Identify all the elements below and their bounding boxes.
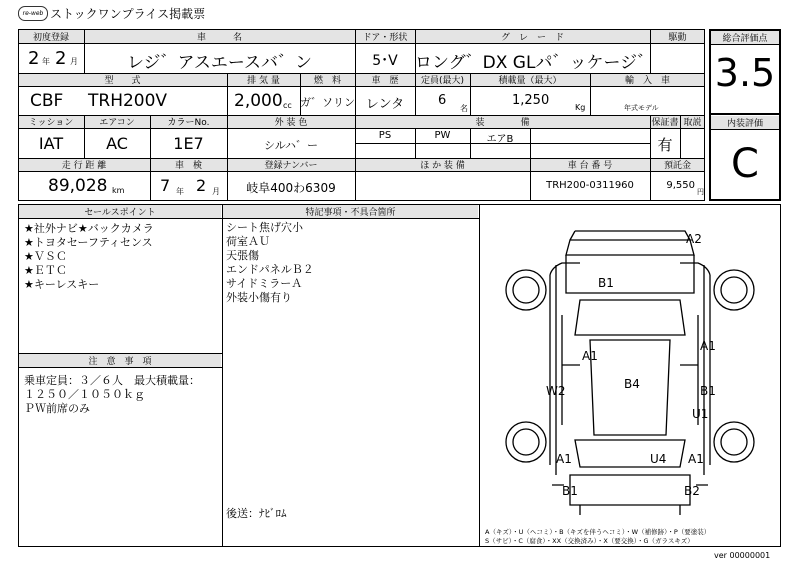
load: 1,250 [512,93,550,108]
label-overall-rating: 総合評価点 [722,34,768,44]
history: レンタ [365,97,405,112]
label-drive: 駆動 [668,33,687,43]
year-model-label: 年式モデル [624,104,659,112]
list-item: ★ＥＴＣ [24,264,67,277]
page-title: ストックワンプライス掲載票 [50,7,206,21]
label-history: 車 歴 [371,76,399,86]
mission: IAT [38,134,64,153]
legend-line-1: A（キズ）・U（ヘコミ）・B（キズを伴うヘコミ）・W（補修跡）・P（要塗装） [485,528,711,536]
damage-mark: B4 [624,377,640,391]
car-name: レジ゛アスエースバ゛ン [126,53,313,73]
notes-list [24,374,200,416]
sales-points-list [24,222,154,292]
label-inspection: 車 検 [174,161,202,171]
damage-mark: B2 [684,484,700,498]
list-item: ＰＷ前席のみ [24,402,90,415]
mileage-unit: km [112,186,125,195]
brand-logo: re-web [18,6,48,21]
svg-text:]: ] [504,453,509,467]
model: TRH200V [88,91,168,111]
notes-title: 注 意 事 項 [88,357,152,367]
label-manual: 取説 [683,118,702,128]
list-item: ★社外ナビ★バックカメラ [24,222,154,235]
label-door-shape: ドア・形状 [362,33,408,43]
list-item: 外装小傷有り [226,291,292,304]
damage-mark: B1 [700,384,716,398]
exterior-color: シルハ゛ー [264,139,318,152]
vehicle-damage-diagram [480,205,780,546]
label-aircon: エアコン [99,118,135,128]
legend-line-2: S（サビ）・C（腐食）・XX（交換済み）・X（要交換）・G（ガラスキズ） [485,537,694,545]
label-plate: 登録ナンバー [264,161,318,171]
list-item: エンドパネルＢ２ [226,263,314,276]
damage-mark: A1 [688,452,704,466]
model-prefix: CBF [30,91,64,111]
label-recycle: 預託金 [663,161,691,171]
label-grade: グ レ ー ド [500,33,564,43]
damage-mark: B1 [562,484,578,498]
overall-rating: 3.5 [714,51,776,95]
label-mileage: 走 行 距 離 [61,161,107,171]
list-item: ★ＶＳＣ [24,250,67,263]
inspection-month: 2 [196,176,207,195]
door-shape: 5･V [372,53,398,69]
sales-points-title: セールスポイント [84,208,156,218]
svg-text:]: ] [770,249,775,263]
label-mission: ミッション [28,118,74,128]
inspection-month-unit: 月 [212,187,220,196]
svg-text:[: [ [484,506,489,520]
damage-mark: U1 [692,407,709,421]
svg-text:[: [ [484,249,489,263]
label-load-capacity: 積載量（最大） [498,76,562,86]
chassis-number: TRH200-0311960 [546,180,634,191]
reg-year-unit: 年 [42,57,50,66]
remarks-title: 特記事項・不具合箇所 [305,208,396,218]
damage-mark: A1 [582,349,598,363]
equip-pw: PW [434,130,451,141]
damage-mark: U4 [650,452,667,466]
recycle-fee: 9,550 [666,180,695,191]
damage-mark: A2 [686,232,702,246]
list-item: 天張傷 [226,249,259,262]
damage-mark: W2 [546,384,566,398]
inspection-year-unit: 年 [176,187,184,196]
list-item: ★トヨタセーフティセンス [24,236,153,249]
warranty: 有 [657,136,673,154]
list-item: サイドミラーＡ [226,277,303,290]
list-item: ★キーレスキー [24,278,100,291]
load-unit: Kg [575,103,586,112]
label-exterior-color: 外 装 色 [274,118,308,128]
label-capacity: 定員(最大) [420,76,465,86]
svg-text:[: [ [484,453,489,467]
label-equipment: 装 備 [475,118,530,128]
svg-text:[: [ [750,249,755,263]
aircon: AC [106,134,128,153]
label-car-name: 車 名 [196,33,242,43]
grade: ロング゛DX GLパ゛ッケージ゛ [415,53,655,73]
label-color-no: カラーNo. [167,118,210,128]
displacement: 2,000 [234,91,283,111]
inspection-year: 7 [160,176,171,195]
equip-airbag: エアB [486,134,514,145]
version-label: ver 00000001 [714,551,771,560]
remarks-list [226,221,314,305]
capacity: 6 [438,93,447,108]
remarks-footer: 後送：ﾅﾋﾞﾛﾑ [226,507,287,520]
plate-number: 岐阜400わ6309 [246,181,336,195]
capacity-unit: 名 [460,104,468,113]
label-displacement: 排 気 量 [247,76,280,86]
label-chassis-no: 車 台 番 号 [567,161,613,171]
svg-text:]: ] [504,506,509,520]
reg-year: 2 [28,48,40,69]
equip-ps: PS [378,130,392,141]
label-fuel: 燃 料 [313,76,341,86]
damage-mark: A1 [700,339,716,353]
reg-month-unit: 月 [70,57,78,66]
list-item: 乗車定員：３／６人 最大積載量： [24,374,200,387]
label-interior-rating: 内装評価 [726,119,763,129]
interior-rating: C [731,141,759,187]
displacement-unit: cc [283,101,292,110]
damage-mark: A1 [556,452,572,466]
list-item: 荷室ＡＵ [226,235,270,248]
svg-text:]: ] [770,453,775,467]
label-model: 型 式 [104,76,141,86]
list-item: シート焦げ穴小 [226,221,303,234]
reg-month: 2 [55,48,67,69]
label-warranty: 保証書 [651,118,679,128]
mileage: 89,028 [48,176,108,196]
color-no: 1E7 [173,134,204,153]
list-item: １２５０／１０５０ｋｇ [24,388,145,401]
label-other-equipment: ほ か 装 備 [420,161,465,171]
fuel: ガ゛ソリン [300,96,355,109]
damage-mark: B1 [598,276,614,290]
svg-text:[: [ [750,453,755,467]
recycle-fee-unit: 円 [697,188,704,196]
label-import: 輸 入 車 [624,76,670,86]
label-first-registration: 初度登録 [32,33,69,43]
svg-text:]: ] [504,249,509,263]
